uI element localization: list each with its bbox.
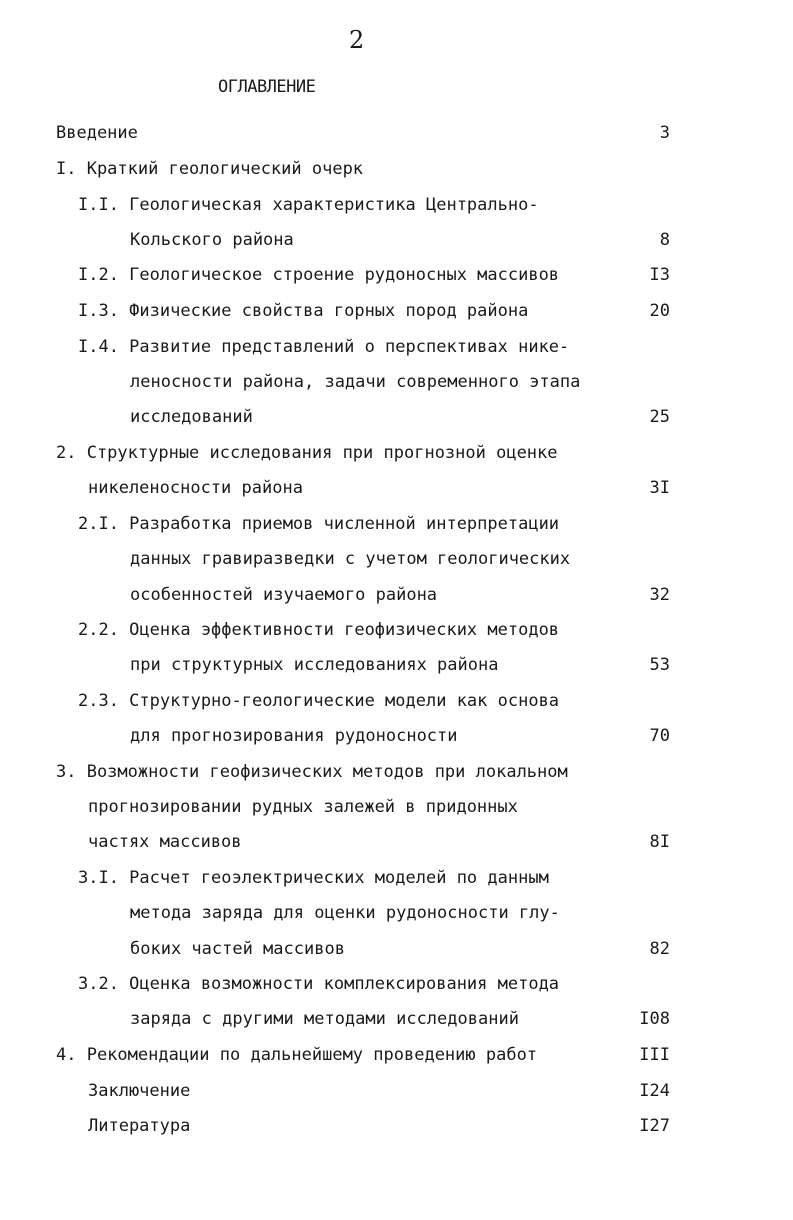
toc-entry-chapter-3-cont1: прогнозировании рудных залежей в придонных	[88, 797, 518, 817]
toc-entry-2-1-cont1: данных гравиразведки с учетом геологических	[130, 549, 571, 569]
toc-entry-references: Литература	[88, 1116, 191, 1136]
toc-page-intro: 3	[659, 123, 670, 143]
toc-entry-chapter-1: I. Краткий геологический очерк	[56, 159, 364, 179]
toc-entry-2-3-cont: для прогнозирования рудоносности	[130, 726, 458, 746]
toc-entry-chapter-2: 2. Структурные исследования при прогнозной оценке	[56, 443, 558, 463]
toc-page-chapter-3: 8I	[649, 832, 670, 852]
toc-entry-chapter-3: 3. Возможности геофизических методов при локальном	[56, 762, 568, 782]
toc-page-chapter-2: 3I	[649, 478, 670, 498]
toc-entry-chapter-3-cont2: частях массивов	[88, 832, 242, 852]
toc-page-2-3: 70	[649, 726, 670, 746]
toc-entry-2-1: 2.I. Разработка приемов численной интерпретации	[78, 514, 560, 534]
toc-page-3-2: I08	[639, 1009, 670, 1029]
toc-entry-chapter-2-cont: никеленосности района	[88, 478, 303, 498]
toc-entry-intro: Введение	[56, 123, 138, 143]
toc-entry-3-1: 3.I. Расчет геоэлектрических моделей по данным	[78, 868, 549, 888]
toc-page-1-2: I3	[649, 265, 670, 285]
toc-entry-1-3: I.3. Физические свойства горных пород района	[78, 301, 529, 321]
toc-entry-3-2: 3.2. Оценка возможности комплексирования метода	[78, 974, 560, 994]
toc-entry-1-1: I.I. Геологическая характеристика Центрально-	[78, 195, 539, 215]
toc-title: ОГЛАВЛЕНИЕ	[218, 77, 316, 97]
toc-entry-2-2-cont: при структурных исследованиях района	[130, 655, 499, 675]
toc-entry-2-2: 2.2. Оценка эффективности геофизических методов	[78, 620, 560, 640]
toc-entry-1-1-cont: Кольского района	[130, 230, 294, 250]
page-number: 2	[349, 26, 365, 54]
toc-page-1-1: 8	[659, 230, 670, 250]
toc-page-references: I27	[639, 1116, 670, 1136]
toc-page-1-4: 25	[649, 407, 670, 427]
toc-entry-3-1-cont2: боких частей массивов	[130, 939, 345, 959]
toc-entry-chapter-4: 4. Рекомендации по дальнейшему проведению работ	[56, 1045, 538, 1065]
toc-page-3-1: 82	[649, 939, 670, 959]
toc-page-1-3: 20	[649, 301, 670, 321]
toc-entry-2-3: 2.3. Структурно-геологические модели как основа	[78, 691, 560, 711]
toc-entry-3-1-cont1: метода заряда для оценки рудоносности глу-	[130, 903, 560, 923]
toc-page-conclusion: I24	[639, 1081, 670, 1101]
toc-entry-conclusion: Заключение	[88, 1081, 191, 1101]
toc-page-2-1: 32	[649, 585, 670, 605]
toc-entry-1-4: I.4. Развитие представлений о перспективах нике-	[78, 337, 570, 357]
toc-page-2-2: 53	[649, 655, 670, 675]
toc-page-chapter-4: III	[639, 1045, 670, 1065]
toc-entry-1-2: I.2. Геологическое строение рудоносных массивов	[78, 265, 560, 285]
toc-entry-3-2-cont: заряда с другими методами исследований	[130, 1009, 519, 1029]
toc-entry-1-4-cont1: леносности района, задачи современного этапа	[130, 372, 581, 392]
toc-entry-2-1-cont2: особенностей изучаемого района	[130, 585, 438, 605]
toc-entry-1-4-cont2: исследований	[130, 407, 253, 427]
